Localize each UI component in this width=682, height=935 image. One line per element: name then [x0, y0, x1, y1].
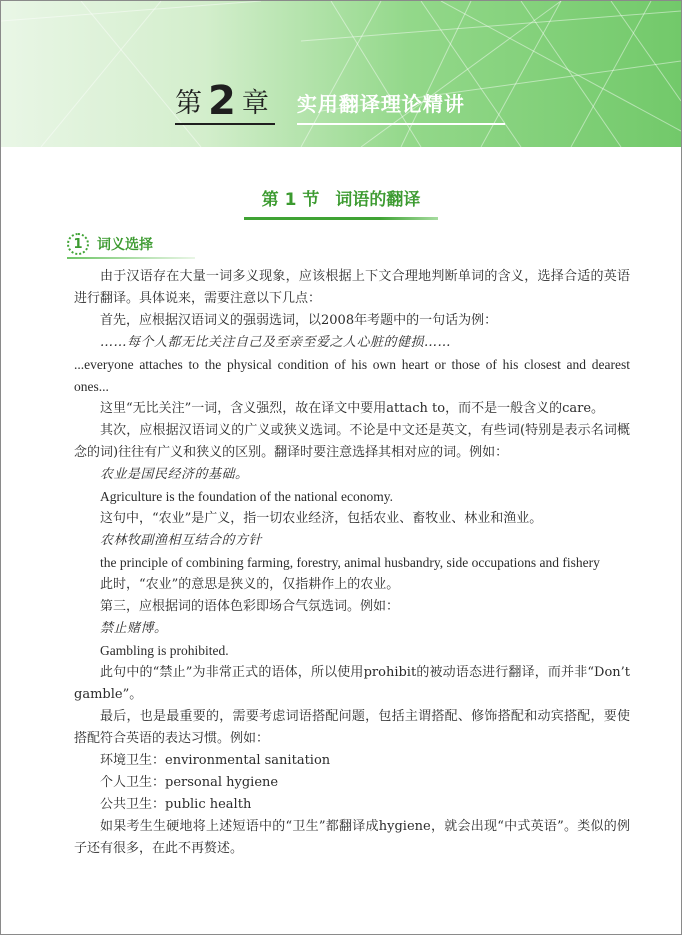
chapter-suffix: 章 [241, 88, 269, 119]
example-chinese: 农业是国民经济的基础。 [100, 467, 249, 482]
example-english: Agriculture is the foundation of the national economy. [100, 489, 394, 504]
chapter-prefix: 第 [175, 88, 202, 119]
paragraph: 由于汉语存在大量一词多义现象，应该根据上下文合理地判断单词的含义，选择合适的英语进行翻译。具体说来，需要注意以下几点： [74, 269, 630, 306]
body-text [74, 266, 630, 860]
geometric-pattern [1, 1, 681, 147]
collocation-example: 环境卫生：environmental sanitation [100, 753, 331, 768]
paragraph: 这句中，“农业”是广义，指一切农业经济，包括农业、畜牧业、林业和渔业。 [100, 511, 543, 526]
example-chinese: 禁止赌博。 [100, 621, 168, 636]
chapter-number: 2 [208, 78, 236, 124]
paragraph: 这里“无比关注”一词，含义强烈，故在译文中要用attach to，而不是一般含义的care。 [100, 401, 605, 416]
section-label: 第 1 节 [261, 190, 320, 210]
example-english: the principle of combining farming, forestry, animal husbandry, side occupations and fishery [100, 555, 600, 570]
collocation-example: 公共卫生：public health [100, 797, 252, 812]
paragraph: 此时，“农业”的意思是狭义的，仅指耕作上的农业。 [100, 577, 400, 592]
section-underline [244, 217, 439, 220]
paragraph: 其次，应根据汉语词义的广义或狭义选词。不论是中文还是英文，有些词(特别是表示名词概念的词)往往有广义和狭义的区别。翻译时要注意选择其相对应的词。例如： [74, 423, 630, 460]
section-title: 词语的翻译 [335, 190, 421, 210]
paragraph: 首先，应根据汉语词义的强弱选词，以2008年考题中的一句话为例： [100, 313, 498, 328]
subsection-underline [67, 257, 195, 259]
chapter-heading [175, 79, 505, 125]
paragraph: 第三，应根据词的语体色彩即场合气氛选词。例如： [100, 599, 400, 614]
chapter-banner [1, 1, 681, 147]
collocation-example: 个人卫生：personal hygiene [100, 775, 279, 790]
paragraph: 此句中的“禁止”为非常正式的语体，所以使用prohibit的被动语态进行翻译，而并非“Don’t gamble”。 [74, 665, 630, 702]
subsection-title: 词义选择 [97, 237, 153, 253]
example-english: ...everyone attaches to the physical condition of his own heart or those of his closest and dearest ones... [74, 357, 630, 394]
example-chinese: 农林牧副渔相互结合的方针 [100, 533, 263, 548]
subsection-number-badge: 1 [67, 233, 89, 255]
paragraph: 如果考生生硬地将上述短语中的“卫生”都翻译成hygiene，就会出现“中式英语”。类似的例子还有很多，在此不再赘述。 [74, 819, 630, 856]
paragraph: 最后，也是最重要的，需要考虑词语搭配问题，包括主谓搭配、修饰搭配和动宾搭配，要使搭配符合英语的表达习惯。例如： [74, 709, 630, 746]
section-heading [1, 185, 681, 216]
example-chinese: ……每个人都无比关注自己及至亲至爱之人心脏的健损…… [100, 335, 452, 350]
chapter-number-block [175, 78, 275, 125]
subsection-heading [67, 233, 153, 255]
chapter-title: 实用翻译理论精讲 [297, 88, 505, 125]
example-english: Gambling is prohibited. [100, 643, 229, 658]
